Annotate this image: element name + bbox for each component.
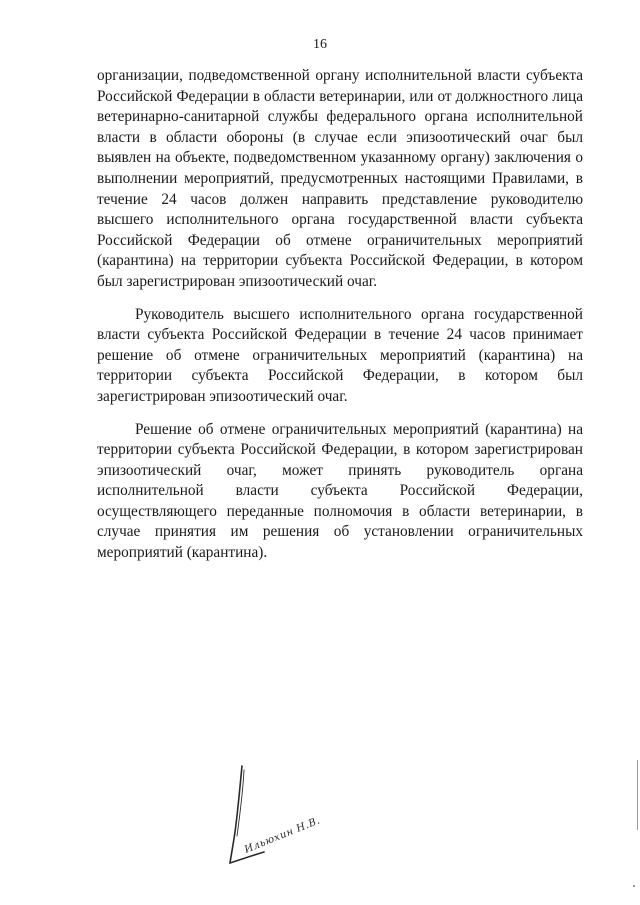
page-number: 16: [313, 37, 327, 52]
paragraph-2: Руководитель высшего исполнительного органа государственной власти субъекта Российской Федерации в течение 24 часов принимает решение об отмене ограничительных мероприятий (карантина) на территории субъекта Российской Федерации, в котором был зарегистрирован эпизоотический очаг.: [97, 305, 583, 405]
svg-text:Ильюхин Н.В.: Ильюхин Н.В.: [243, 815, 323, 856]
paragraph-1: организации, подведомственной органу исполнительной власти субъекта Российской Федерации в области ветеринарии, или от должностного лица ветеринарно-санитарной службы федерального органа исполнительной власти в области обороны (в случае если эпизоотический очаг был выявлен на объекте, подведомственном указанному органу) заключения о выполнении мероприятий, предусмотренных настоящими Правилами, в течение 24 часов должен направить представление руководителю высшего исполнительного органа государственной власти субъекта Российской Федерации об отмене ограничительных мероприятий (карантина) на территории субъекта Российской Федерации, в котором был зарегистрирован эпизоотический очаг.: [97, 67, 583, 290]
paragraph-3: Решение об отмене ограничительных мероприятий (карантина) на территории субъекта Российской Федерации, в котором зарегистрирован эпизоотический очаг, может принять руководитель органа исполнительной власти субъекта Российской Федерации, осуществляющего переданные полномочия в области ветеринарии, в случае принятия им решения об установлении ограничительных мероприятий (карантина).: [97, 420, 583, 562]
signature-name-note: [242, 815, 322, 856]
handwritten-signature: [226, 760, 346, 870]
signature-drawing: [226, 760, 346, 870]
scan-edge-mark: [637, 760, 638, 830]
scan-edge-mark: [633, 885, 635, 887]
document-body: [97, 66, 583, 576]
